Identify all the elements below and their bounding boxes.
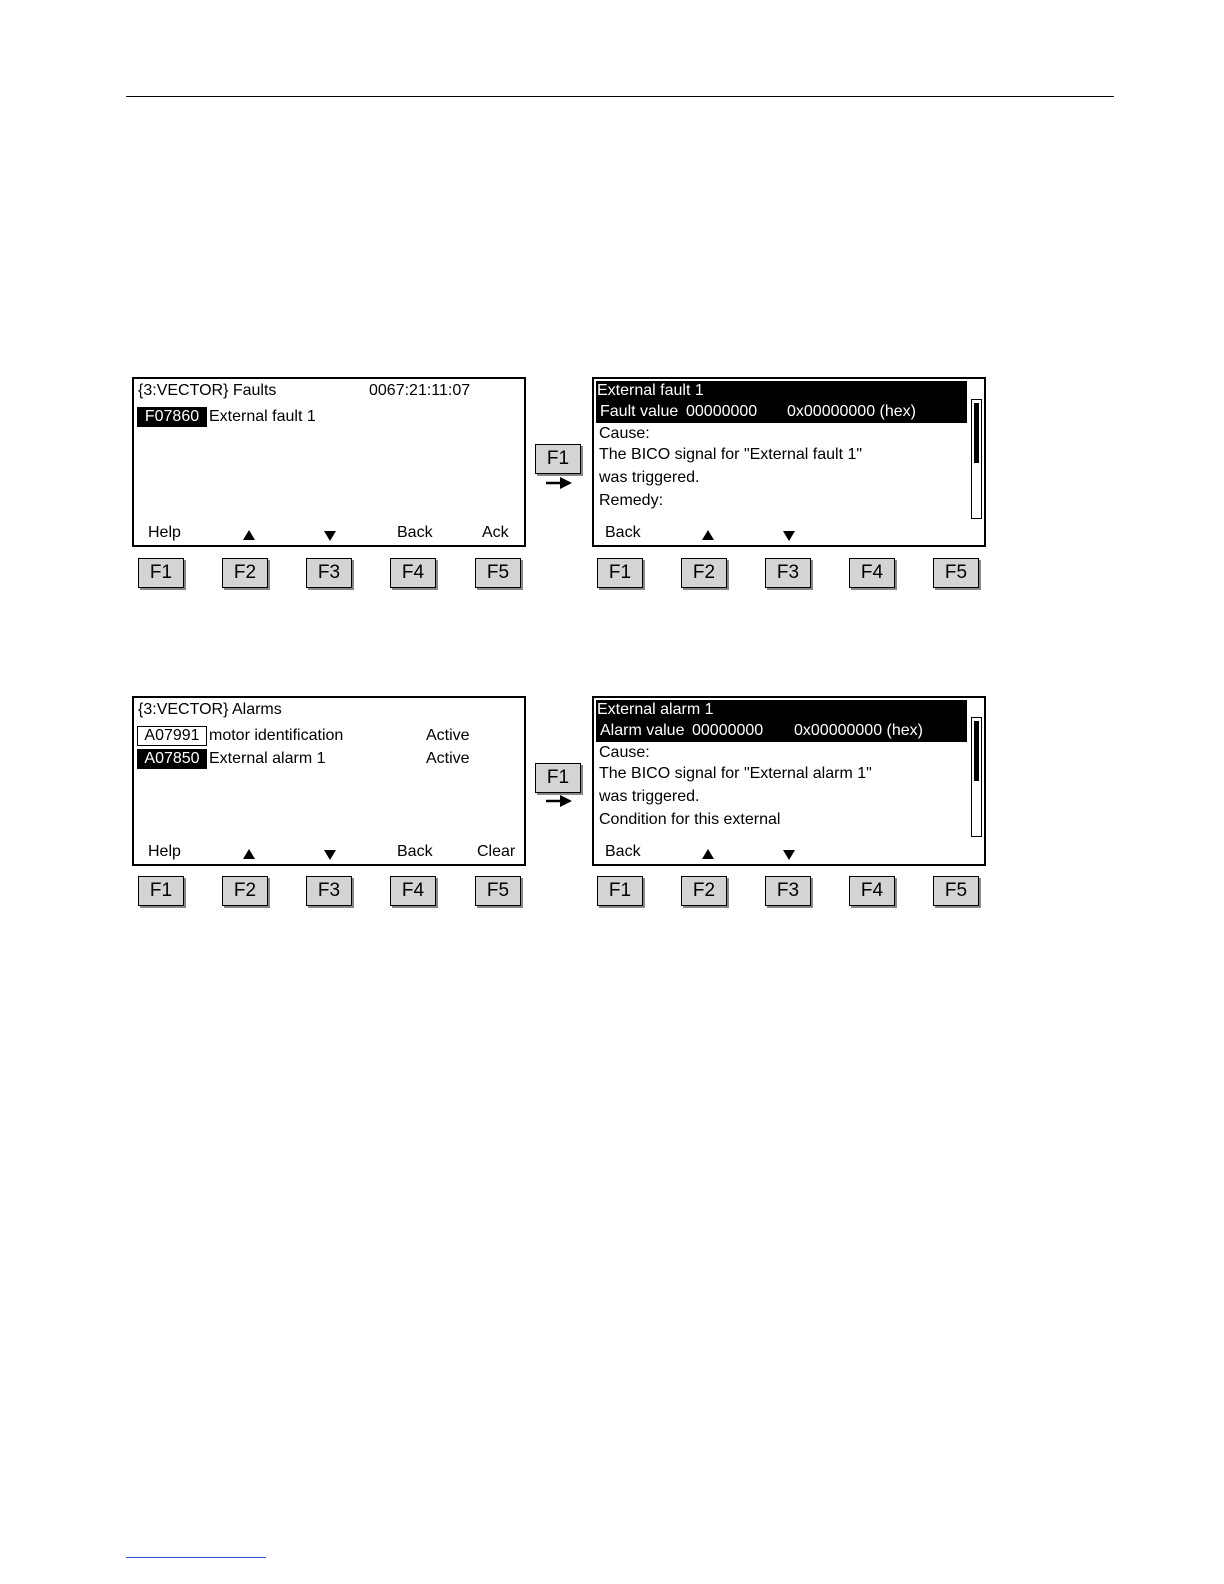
detail-line: Cause:: [599, 425, 650, 442]
f4-key[interactable]: F4: [849, 876, 895, 906]
f5-key[interactable]: F5: [475, 558, 521, 588]
fault-detail-screen: [592, 377, 986, 547]
softkey-label-clear: Clear: [477, 843, 516, 860]
softkey-label-back: Back: [397, 843, 433, 860]
detail-line: Condition for this external: [599, 811, 781, 828]
scrollbar-thumb[interactable]: [974, 721, 979, 781]
fault-timestamp: 0067:21:11:07: [369, 382, 471, 399]
f1-key-transition[interactable]: F1: [535, 444, 581, 474]
softkey-label-ack: Ack: [482, 524, 509, 541]
f3-key[interactable]: F3: [306, 558, 352, 588]
softkey-label-back: Back: [605, 524, 641, 541]
detail-header: [596, 381, 967, 423]
alarm-text[interactable]: motor identification: [209, 727, 344, 744]
alarm-code[interactable]: A07991: [137, 726, 207, 746]
scroll-down-icon: [783, 850, 795, 860]
scroll-up-icon: [243, 530, 255, 540]
scroll-down-icon: [324, 850, 336, 860]
detail-header: [596, 700, 967, 742]
f2-key[interactable]: F2: [681, 558, 727, 588]
scroll-up-icon: [702, 849, 714, 859]
f3-key[interactable]: F3: [306, 876, 352, 906]
scroll-down-icon: [783, 531, 795, 541]
softkey-label-back: Back: [605, 843, 641, 860]
f1-key[interactable]: F1: [138, 558, 184, 588]
detail-title: External fault 1: [597, 382, 704, 399]
detail-line: Cause:: [599, 744, 650, 761]
softkey-label-help: Help: [148, 843, 181, 860]
f1-key[interactable]: F1: [597, 876, 643, 906]
alarm-status: Active: [426, 750, 470, 767]
detail-line: was triggered.: [599, 788, 700, 805]
detail-scrollbar[interactable]: [971, 399, 982, 519]
softkey-label-help: Help: [148, 524, 181, 541]
alarm-text[interactable]: External alarm 1: [209, 750, 326, 767]
detail-line: The BICO signal for "External fault 1": [599, 446, 863, 463]
f4-key[interactable]: F4: [390, 876, 436, 906]
detail-line: Remedy:: [599, 492, 664, 509]
f5-key[interactable]: F5: [933, 558, 979, 588]
scroll-down-icon: [324, 531, 336, 541]
scroll-up-icon: [702, 530, 714, 540]
scroll-up-icon: [243, 849, 255, 859]
f5-key[interactable]: F5: [475, 876, 521, 906]
f2-key[interactable]: F2: [222, 558, 268, 588]
f5-key[interactable]: F5: [933, 876, 979, 906]
arrow-right-icon: [546, 795, 572, 807]
fault-code[interactable]: F07860: [137, 407, 207, 427]
screen-title: {3:VECTOR} Faults: [138, 382, 277, 399]
alarm-detail-screen: [592, 696, 986, 866]
alarm-code[interactable]: A07850: [137, 749, 207, 769]
f4-key[interactable]: F4: [390, 558, 436, 588]
arrow-right-icon: [546, 477, 572, 489]
detail-line: The BICO signal for "External alarm 1": [599, 765, 872, 782]
f2-key[interactable]: F2: [222, 876, 268, 906]
value-hex: 0x00000000 (hex): [787, 403, 916, 420]
value-label: Fault value: [600, 403, 679, 420]
value-label: Alarm value: [600, 722, 685, 739]
f1-key-transition[interactable]: F1: [535, 763, 581, 793]
f1-key[interactable]: F1: [597, 558, 643, 588]
detail-scrollbar[interactable]: [971, 717, 982, 837]
header-rule: [126, 96, 1114, 97]
screen-title: {3:VECTOR} Alarms: [138, 701, 282, 718]
detail-title: External alarm 1: [597, 701, 714, 718]
footnote-rule: [126, 1557, 266, 1558]
value-hex: 0x00000000 (hex): [794, 722, 923, 739]
scrollbar-thumb[interactable]: [974, 403, 979, 463]
f1-key[interactable]: F1: [138, 876, 184, 906]
f2-key[interactable]: F2: [681, 876, 727, 906]
faults-screen: [132, 377, 526, 547]
alarms-screen: [132, 696, 526, 866]
f4-key[interactable]: F4: [849, 558, 895, 588]
softkey-label-back: Back: [397, 524, 433, 541]
value-decimal: 00000000: [692, 722, 764, 739]
f3-key[interactable]: F3: [765, 876, 811, 906]
fault-text[interactable]: External fault 1: [209, 408, 316, 425]
value-decimal: 00000000: [686, 403, 758, 420]
detail-line: was triggered.: [599, 469, 700, 486]
f3-key[interactable]: F3: [765, 558, 811, 588]
alarm-status: Active: [426, 727, 470, 744]
